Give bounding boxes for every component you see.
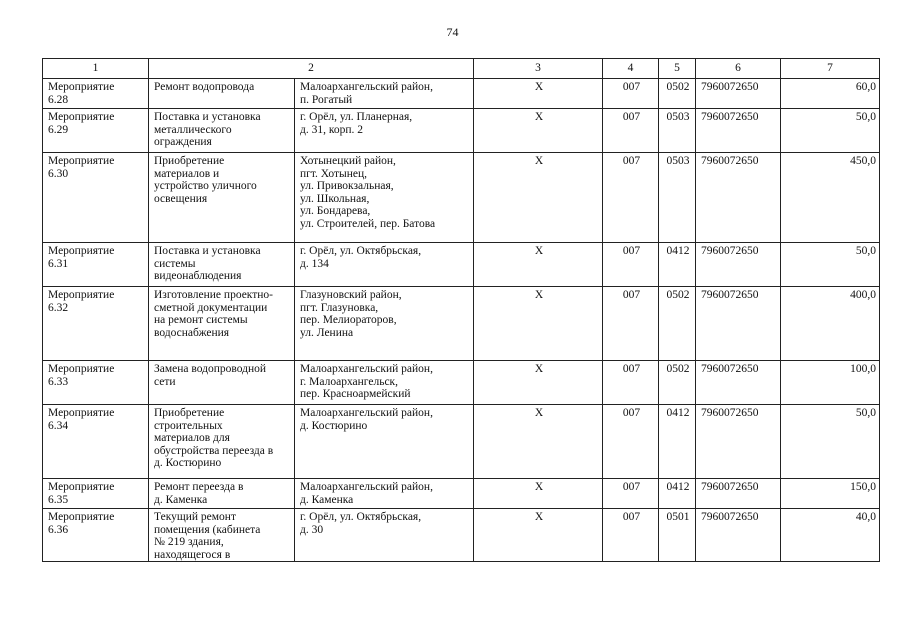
event-cell-line: Мероприятие: [48, 363, 115, 375]
amount-cell: 400,0: [781, 287, 880, 361]
work-name-cell-line: Поставка и установка: [154, 111, 261, 123]
x-cell: Х: [474, 109, 603, 153]
event-cell-line: Мероприятие: [48, 511, 115, 523]
work-name-cell-line: водоснабжения: [154, 326, 230, 339]
code-007-cell: 007: [603, 405, 659, 479]
work-name-cell-line: Приобретение: [154, 155, 225, 167]
amount-cell: 150,0: [781, 479, 880, 509]
work-name-cell-line: освещения: [154, 192, 208, 205]
address-cell: [295, 79, 474, 109]
address-cell-line: г. Малоархангельск,: [300, 375, 399, 388]
work-name-cell-line: Ремонт водопровода: [154, 81, 255, 93]
address-cell: [295, 153, 474, 243]
address-cell-line: д. Каменка: [300, 493, 354, 506]
event-cell: [43, 153, 149, 243]
code-007-cell: 007: [603, 109, 659, 153]
table-row: [43, 405, 880, 479]
code-007-cell: 007: [603, 509, 659, 562]
section-code-cell: 0502: [659, 361, 696, 405]
event-cell-line: Мероприятие: [48, 245, 115, 257]
work-name-cell-line: Замена водопроводной: [154, 363, 267, 375]
work-name-cell-line: № 219 здания,: [154, 536, 224, 548]
section-code-cell: 0502: [659, 79, 696, 109]
target-article-cell: 7960072650: [696, 361, 781, 405]
address-cell-line: ул. Привокзальная,: [300, 180, 394, 192]
x-cell: Х: [474, 79, 603, 109]
address-cell-line: Хотынецкий район,: [300, 155, 396, 167]
work-name-cell-line: д. Костюрино: [154, 457, 222, 469]
address-cell-line: ул. Строителей, пер. Батова: [300, 217, 436, 230]
work-name-cell-line: видеонаблюдения: [154, 270, 242, 282]
address-cell: [295, 509, 474, 562]
address-cell-line: Глазуновский район,: [300, 289, 402, 301]
address-cell: [295, 405, 474, 479]
address-cell: [295, 109, 474, 153]
event-cell-line: 6.30: [48, 167, 69, 180]
event-cell: [43, 405, 149, 479]
work-name-cell-line: на ремонт системы: [154, 314, 248, 326]
address-cell-line: Малоархангельский район,: [300, 81, 433, 93]
event-cell-line: 6.35: [48, 493, 69, 506]
address-cell-line: Малоархангельский район,: [300, 481, 433, 493]
table-row: [43, 153, 880, 243]
section-code-cell: 0412: [659, 405, 696, 479]
table-row: [43, 243, 880, 287]
code-007-cell: 007: [603, 153, 659, 243]
work-name-cell-line: обустройства переезда в: [154, 444, 274, 457]
work-name-cell-line: д. Каменка: [154, 493, 208, 506]
address-cell-line: д. 30: [300, 523, 324, 536]
x-cell: Х: [474, 153, 603, 243]
work-name-cell: [149, 109, 295, 153]
section-code-cell: 0412: [659, 479, 696, 509]
work-name-cell: [149, 479, 295, 509]
address-cell-line: г. Орёл, ул. Октябрьская,: [300, 511, 422, 523]
work-name-cell-line: Ремонт переезда в: [154, 481, 244, 493]
address-cell: [295, 243, 474, 287]
event-cell: [43, 109, 149, 153]
address-cell-line: д. Костюрино: [300, 419, 368, 432]
code-007-cell: 007: [603, 479, 659, 509]
target-article-cell: 7960072650: [696, 287, 781, 361]
code-007-cell: 007: [603, 79, 659, 109]
address-cell-line: пгт. Глазуновка,: [300, 301, 379, 314]
header-col-7: 7: [781, 59, 880, 79]
table-row: [43, 479, 880, 509]
header-col-3: 3: [474, 59, 603, 79]
work-name-cell-line: строительных: [154, 419, 223, 432]
event-cell-line: Мероприятие: [48, 81, 115, 93]
work-name-cell-line: материалов для: [154, 432, 230, 444]
table-row: [43, 109, 880, 153]
address-cell-line: пер. Мелиораторов,: [300, 314, 397, 326]
event-cell: [43, 479, 149, 509]
work-name-cell-line: находящегося в: [154, 548, 231, 561]
work-name-cell: [149, 287, 295, 361]
table-row: [43, 287, 880, 361]
x-cell: Х: [474, 509, 603, 562]
work-name-cell: [149, 153, 295, 243]
amount-cell: 50,0: [781, 243, 880, 287]
x-cell: Х: [474, 479, 603, 509]
address-cell: [295, 287, 474, 361]
work-name-cell-line: Приобретение: [154, 407, 225, 419]
event-cell: [43, 243, 149, 287]
table-row: [43, 509, 880, 562]
event-cell-line: Мероприятие: [48, 289, 115, 301]
event-cell: [43, 361, 149, 405]
target-article-cell: 7960072650: [696, 109, 781, 153]
header-col-5: 5: [659, 59, 696, 79]
work-name-cell-line: материалов и: [154, 167, 220, 180]
code-007-cell: 007: [603, 287, 659, 361]
event-cell-line: Мероприятие: [48, 481, 115, 493]
work-name-cell-line: сметной документации: [154, 301, 268, 314]
work-name-cell-line: ограждения: [154, 136, 212, 148]
x-cell: Х: [474, 405, 603, 479]
event-cell: [43, 509, 149, 562]
target-article-cell: 7960072650: [696, 405, 781, 479]
event-cell-line: Мероприятие: [48, 407, 115, 419]
budget-table: [42, 58, 880, 562]
header-row: [43, 59, 880, 79]
amount-cell: 50,0: [781, 109, 880, 153]
code-007-cell: 007: [603, 361, 659, 405]
address-cell-line: Малоархангельский район,: [300, 363, 433, 375]
event-cell-line: Мероприятие: [48, 155, 115, 167]
address-cell-line: Малоархангельский район,: [300, 407, 433, 419]
work-name-cell: [149, 509, 295, 562]
address-cell-line: д. 31, корп. 2: [300, 123, 364, 136]
event-cell-line: 6.33: [48, 375, 69, 388]
x-cell: Х: [474, 243, 603, 287]
work-name-cell: [149, 243, 295, 287]
address-cell-line: г. Орёл, ул. Октябрьская,: [300, 245, 422, 257]
address-cell-line: ул. Школьная,: [300, 192, 370, 205]
work-name-cell-line: Поставка и установка: [154, 245, 261, 257]
section-code-cell: 0501: [659, 509, 696, 562]
address-cell: [295, 361, 474, 405]
x-cell: Х: [474, 287, 603, 361]
work-name-cell-line: металлического: [154, 123, 232, 136]
header-col-4: 4: [603, 59, 659, 79]
work-name-cell-line: помещения (кабинета: [154, 523, 261, 536]
amount-cell: 50,0: [781, 405, 880, 479]
address-cell: [295, 479, 474, 509]
address-cell-line: пгт. Хотынец,: [300, 167, 368, 180]
work-name-cell-line: системы: [154, 257, 196, 270]
event-cell: [43, 79, 149, 109]
table-row: [43, 361, 880, 405]
amount-cell: 40,0: [781, 509, 880, 562]
target-article-cell: 7960072650: [696, 153, 781, 243]
event-cell: [43, 287, 149, 361]
address-cell-line: г. Орёл, ул. Планерная,: [300, 111, 413, 123]
work-name-cell: [149, 405, 295, 479]
event-cell-line: 6.34: [48, 419, 69, 432]
address-cell-line: пер. Красноармейский: [300, 388, 411, 400]
work-name-cell-line: Изготовление проектно-: [154, 289, 274, 301]
header-col-2: 2: [149, 59, 474, 79]
work-name-cell-line: Текущий ремонт: [154, 511, 236, 523]
work-name-cell: [149, 361, 295, 405]
event-cell-line: 6.28: [48, 93, 69, 106]
work-name-cell-line: сети: [154, 375, 176, 388]
section-code-cell: 0502: [659, 287, 696, 361]
section-code-cell: 0503: [659, 109, 696, 153]
event-cell-line: 6.36: [48, 523, 69, 536]
event-cell-line: Мероприятие: [48, 111, 115, 123]
target-article-cell: 7960072650: [696, 479, 781, 509]
section-code-cell: 0503: [659, 153, 696, 243]
code-007-cell: 007: [603, 243, 659, 287]
header-col-6: 6: [696, 59, 781, 79]
address-cell-line: п. Рогатый: [300, 93, 353, 106]
address-cell-line: ул. Ленина: [300, 326, 354, 339]
address-cell-line: д. 134: [300, 257, 329, 270]
target-article-cell: 7960072650: [696, 79, 781, 109]
section-code-cell: 0412: [659, 243, 696, 287]
event-cell-line: 6.32: [48, 301, 69, 314]
work-name-cell-line: устройство уличного: [154, 180, 257, 192]
x-cell: Х: [474, 361, 603, 405]
header-col-1: 1: [43, 59, 149, 79]
event-cell-line: 6.29: [48, 123, 69, 136]
work-name-cell: [149, 79, 295, 109]
address-cell-line: ул. Бондарева,: [300, 205, 371, 217]
amount-cell: 60,0: [781, 79, 880, 109]
event-cell-line: 6.31: [48, 257, 69, 270]
page-number: 74: [446, 25, 459, 39]
amount-cell: 450,0: [781, 153, 880, 243]
amount-cell: 100,0: [781, 361, 880, 405]
table-row: [43, 79, 880, 109]
target-article-cell: 7960072650: [696, 509, 781, 562]
target-article-cell: 7960072650: [696, 243, 781, 287]
